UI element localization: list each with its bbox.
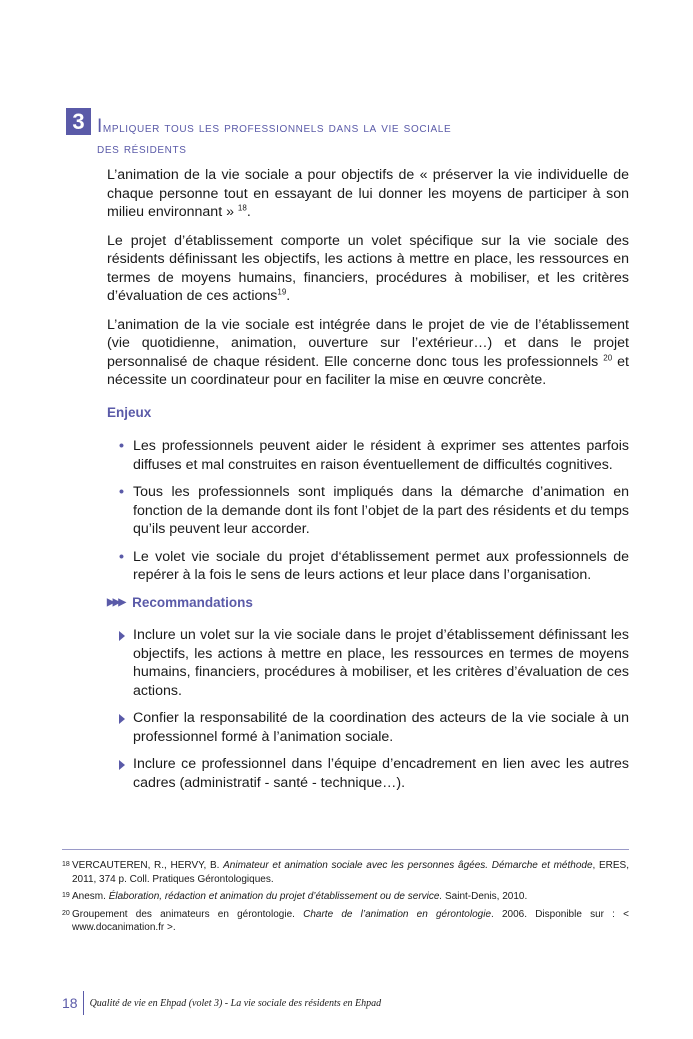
paragraph-tail: . (286, 288, 291, 304)
triangle-bullet-icon (119, 760, 125, 770)
main-content (107, 166, 629, 801)
paragraph (107, 166, 629, 222)
paragraph (107, 232, 629, 306)
bullet-icon: • (119, 484, 124, 500)
section-title-rest: mpliquer tous les professionnels dans la vie sociale (102, 119, 452, 135)
list-item-text: Inclure ce professionnel dans l’équipe d’encadrement en lien avec les autres cadres (administratif - santé - technique…). (133, 756, 629, 791)
list-item-text: Tous les professionnels sont impliqués dans la démarche d’animation en fonction de la demande dont ils font l’objet de la part des résidents et du temps qu’ils peuvent leur accorder. (133, 484, 629, 537)
footnote-text: . 2006. Disponible sur : < www.docanimation.fr >. (72, 908, 629, 933)
footnote (62, 908, 629, 935)
recommandations-list (107, 626, 629, 792)
list-item (107, 548, 629, 585)
footnote-ref[interactable]: 20 (603, 352, 613, 362)
paragraph-text: Le projet d’établissement comporte un volet spécifique sur la vie sociale des résidents définissant les objectifs, les actions à mettre en place, les ressources en termes de moyens humains, financiers, procédures à mobiliser, et les critères d’évaluation de ces actions (107, 232, 629, 304)
recommandations-heading-text: Recommandations (132, 594, 253, 610)
triangle-bullet-icon (119, 714, 125, 724)
list-item-text: Le volet vie sociale du projet d‘établissement permet aux professionnels de repérer à la fois le sens de leurs actions et leur place dans l’organisation. (133, 548, 629, 583)
footnote-divider (62, 849, 629, 850)
footnote-text: Groupement des animateurs en gérontologie. (72, 908, 304, 920)
footnote-text: Saint-Denis, 2010. (442, 891, 528, 902)
footnote-ref[interactable]: 19 (277, 287, 287, 297)
list-item-text: Inclure un volet sur la vie sociale dans le projet d’établissement définissant les objectifs, les actions à mettre en place, les ressources en termes de moyens humains, financiers, procédures à mobiliser, et les critères d’évaluation de ces actions. (133, 627, 629, 699)
section-title-line2: des résidents (97, 140, 187, 156)
triangle-bullet-icon (119, 631, 125, 641)
paragraph-tail: . (246, 204, 251, 220)
footnote-title: Élaboration, rédaction et animation du projet d’établissement ou de service. (108, 891, 443, 902)
list-item (107, 626, 629, 700)
footer-divider (83, 991, 84, 1015)
footnote-text: Anesm. (72, 891, 109, 902)
footnotes (62, 859, 629, 939)
list-item (107, 709, 629, 746)
footnote-text: , ERES, 2011, 374 p. Coll. Pratiques Gérontologiques. (72, 860, 629, 885)
list-item (107, 483, 629, 539)
footnote-text: VERCAUTEREN, R., HERVY, B. (72, 860, 224, 871)
paragraph-text: L’animation de la vie sociale a pour objectifs de « préserver la vie individuelle de chaque personne tout en essayant de lui donner les moyens de participer à son milieu environnant » (107, 167, 629, 220)
enjeux-list (107, 437, 629, 585)
list-item (107, 437, 629, 474)
footnote-number: 19 (62, 892, 70, 899)
footer-text: Qualité de vie en Ehpad (volet 3) - La vie sociale des résidents en Ehpad (89, 997, 382, 1009)
section-title (97, 116, 617, 159)
paragraph-tail: et nécessite un coordinateur pour en faciliter la mise en œuvre concrète. (107, 353, 629, 388)
page-footer (62, 990, 381, 1016)
list-item (107, 755, 629, 792)
paragraph-text: L’animation de la vie sociale est intégrée dans le projet de vie de l’établissement (vie quotidienne, animation, ouverture sur l’extérieur…) et dans le projet personnalisé de chaque résident. Elle concerne donc tous les professionnels (107, 316, 629, 370)
footnote (62, 859, 629, 886)
list-item-text: Confier la responsabilité de la coordination des acteurs de la vie sociale à un professionnel formé à l’animation sociale. (133, 710, 629, 745)
footnote-number: 18 (62, 861, 70, 868)
footnote-title: Animateur et animation sociale avec les personnes âgées. Démarche et méthode (223, 860, 593, 871)
list-item-text: Les professionnels peuvent aider le résident à exprimer ses attentes parfois diffuses et mal construites en raison éventuellement de difficultés cognitives. (133, 438, 629, 473)
footnote-number: 20 (62, 909, 70, 917)
bullet-icon: • (119, 438, 124, 454)
bullet-icon: • (119, 548, 124, 565)
paragraph (107, 316, 629, 390)
triple-arrow-icon: ▶▶▶ (107, 596, 125, 608)
enjeux-heading: Enjeux (107, 404, 152, 420)
footnote-title: Charte de l’animation en gérontologie (303, 908, 491, 920)
recommandations-heading (107, 594, 629, 613)
footnote-ref[interactable]: 18 (237, 203, 247, 213)
page-number: 18 (62, 995, 78, 1011)
footnote (62, 890, 629, 904)
section-title-initial: I (97, 116, 103, 137)
section-number-badge: 3 (66, 108, 91, 135)
